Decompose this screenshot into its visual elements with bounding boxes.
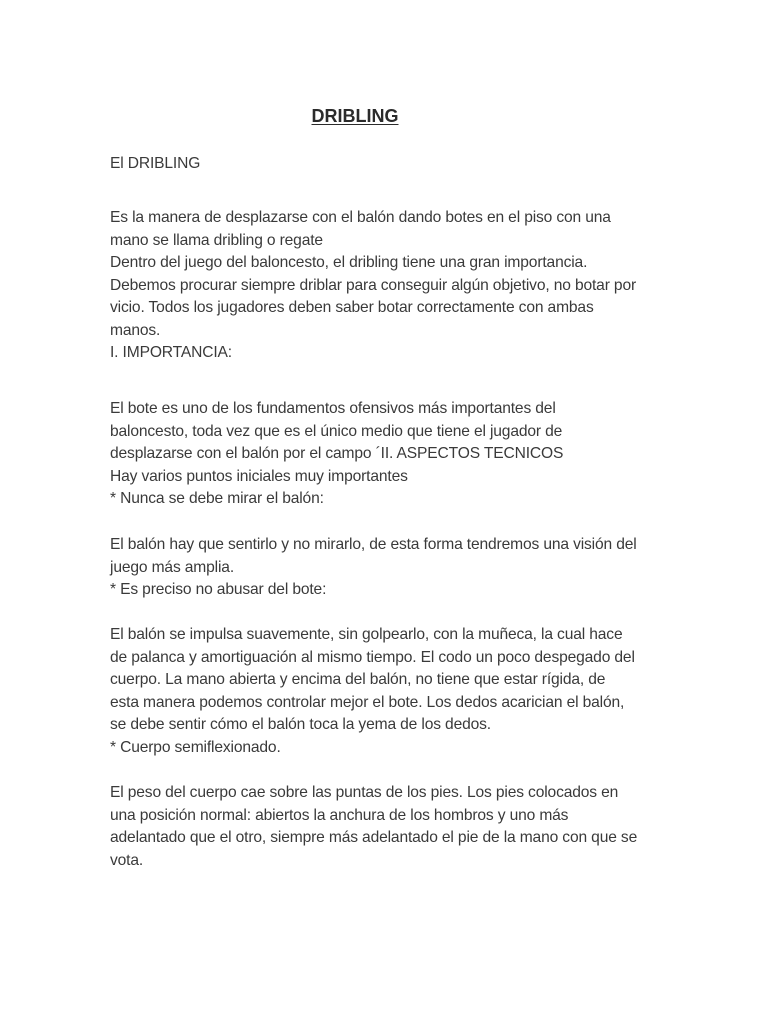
text-line: vicio. Todos los jugadores deben saber botar correctamente con ambas — [110, 299, 594, 316]
text-line: Hay varios puntos iniciales muy importantes — [110, 467, 408, 485]
text-line: El balón se impulsa suavemente, sin golpearlo, con la muñeca, la cual hace — [110, 626, 623, 643]
text-line: una posición normal: abiertos la anchura de los hombros y uno más — [110, 806, 569, 824]
document-subtitle — [110, 153, 670, 176]
bullet-item: * Es preciso no abusar del bote: — [110, 581, 327, 598]
text-line: se debe sentir cómo el balón toca la yema de los dedos. — [110, 716, 491, 733]
section-heading-importancia: I. IMPORTANCIA: — [110, 344, 232, 361]
text-line: cuerpo. La mano abierta y encima del balón, no tiene que estar rígida, de — [110, 671, 606, 688]
document-title: DRIBLING — [311, 106, 399, 126]
text-line: de palanca y amortiguación al mismo tiempo. El codo un poco despegado del — [110, 648, 635, 666]
text-line: desplazarse con el balón por el campo ´II. ASPECTOS TECNICOS — [110, 445, 564, 462]
text-line: Dentro del juego del baloncesto, el dribling tiene una gran importancia. — [110, 254, 588, 271]
bullet-item: * Nunca se debe mirar el balón: — [110, 490, 324, 507]
paragraph-vision — [110, 534, 670, 602]
text-line: Debemos procurar siempre driblar para conseguir algún objetivo, no botar por — [110, 276, 637, 294]
paragraph-posture — [110, 782, 670, 872]
bullet-item: * Cuerpo semiflexionado. — [110, 738, 281, 756]
text-line: El balón hay que sentirlo y no mirarlo, de esta forma tendremos una visión del — [110, 536, 637, 553]
text-line: El bote es uno de los fundamentos ofensivos más importantes del — [110, 400, 556, 417]
paragraph-definition — [110, 207, 670, 365]
text-line: esta manera podemos controlar mejor el bote. Los dedos acarician el balón, — [110, 693, 625, 711]
text-line: juego más amplia. — [110, 558, 234, 576]
text-line: Es la manera de desplazarse con el balón dando botes en el piso con una — [110, 209, 611, 226]
subtitle-line: El DRIBLING — [110, 155, 201, 172]
text-line: baloncesto, toda vez que es el único medio que tiene el jugador de — [110, 422, 563, 440]
text-line: mano se llama dribling o regate — [110, 231, 323, 249]
text-line: manos. — [110, 321, 161, 339]
text-line: adelantado que el otro, siempre más adelantado el pie de la mano con que se — [110, 829, 638, 846]
text-line: vota. — [110, 851, 144, 869]
text-line: El peso del cuerpo cae sobre las puntas de los pies. Los pies colocados en — [110, 784, 619, 801]
paragraph-importance — [110, 398, 670, 511]
paragraph-technique — [110, 624, 670, 759]
